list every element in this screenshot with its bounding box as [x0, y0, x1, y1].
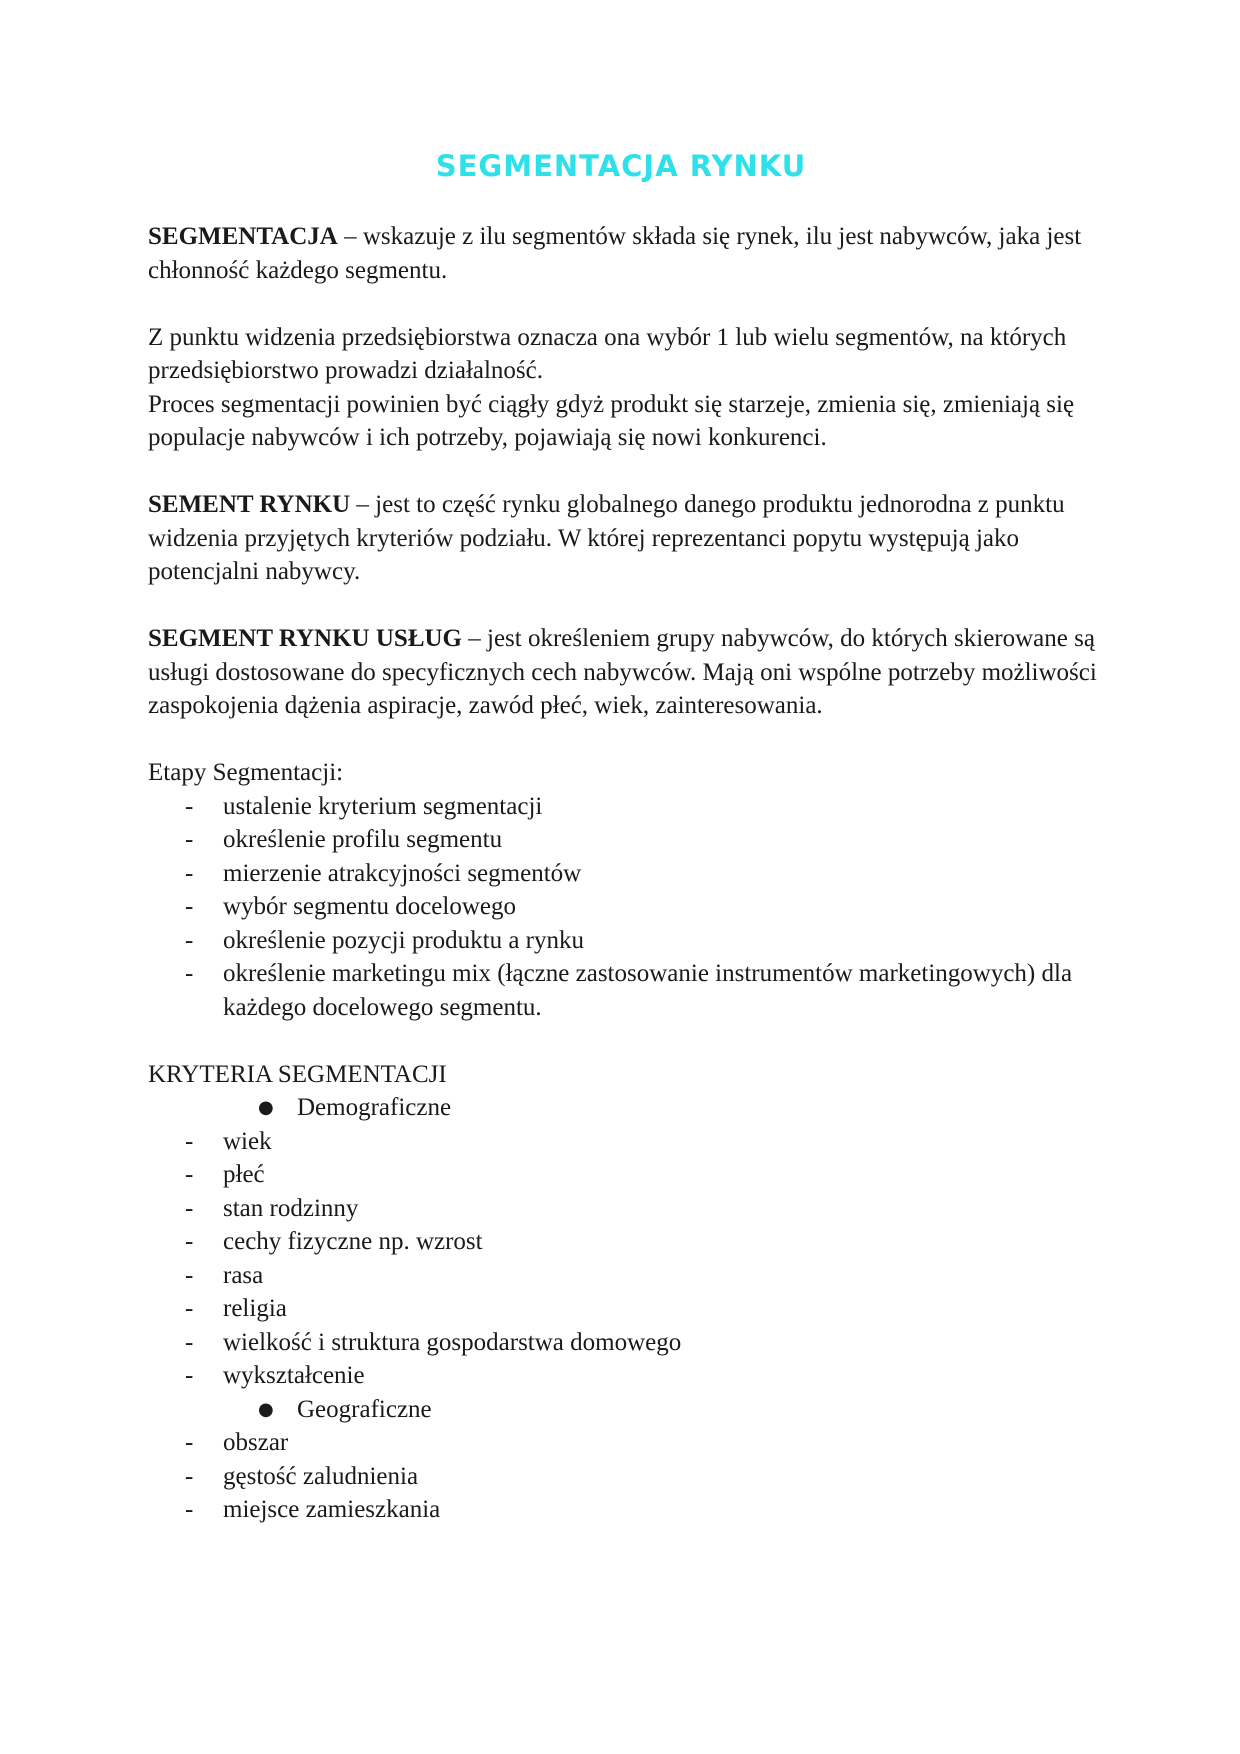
list-item: - ustalenie kryterium segmentacji [148, 790, 1108, 824]
stages-heading: Etapy Segmentacji: [148, 759, 344, 786]
list-item: - miejsce zamieszkania [148, 1493, 1108, 1527]
list-item: - wybór segmentu docelowego [148, 890, 1108, 924]
term-segment-rynku-uslug: SEGMENT RYNKU USŁUG [148, 625, 462, 652]
list-item: - określenie pozycji produktu a rynku [148, 924, 1108, 958]
list-item: - wykształcenie [148, 1359, 1108, 1393]
dash-marker: - [185, 1194, 194, 1222]
dash-marker: - [185, 1328, 194, 1356]
dash-marker: - [185, 792, 194, 820]
bullet-icon: ● [258, 1097, 274, 1118]
list-item: - określenie marketingu mix (łączne zastosowanie instrumentów marketingowych) dla każdego docelowego segmentu. [148, 957, 1108, 1024]
list-item: - cechy fizyczne np. wzrost [148, 1225, 1108, 1259]
definition-segment-rynku-uslug [148, 622, 1108, 723]
demographic-list [148, 1125, 1108, 1393]
list-item: - rasa [148, 1259, 1108, 1293]
definition-sement-rynku [148, 488, 1108, 589]
list-item: - gęstość zaludnienia [148, 1460, 1108, 1494]
list-item: - płeć [148, 1158, 1108, 1192]
stages-list [148, 790, 1108, 1025]
list-item: - mierzenie atrakcyjności segmentów [148, 857, 1108, 891]
criteria-demographic: ● Demograficzne [148, 1091, 1108, 1125]
list-item: - stan rodzinny [148, 1192, 1108, 1226]
dash-marker: - [185, 926, 194, 954]
dash-marker: - [185, 960, 194, 987]
dash-marker: - [185, 1496, 194, 1523]
paragraph-enterprise-view: Z punktu widzenia przedsiębiorstwa oznacza ona wybór 1 lub wielu segmentów, na których przedsiębiorstwo prowadzi działalność. [148, 323, 1067, 384]
dash-marker: - [185, 1228, 194, 1255]
bullet-icon: ● [258, 1398, 274, 1420]
term-segmentacja: SEGMENTACJA [148, 223, 338, 250]
dash-marker: - [185, 1127, 194, 1155]
dash-marker: - [185, 893, 194, 920]
list-item: - wielkość i struktura gospodarstwa domowego [148, 1326, 1108, 1360]
document-title: SEGMENTACJA RYNKU [435, 149, 807, 183]
dash-marker: - [185, 1161, 194, 1188]
dash-marker: - [185, 826, 194, 853]
dash-marker: - [185, 1295, 194, 1322]
list-item: - religia [148, 1292, 1108, 1326]
document-page [148, 140, 1108, 1527]
list-item: - wiek [148, 1125, 1108, 1159]
list-item: - określenie profilu segmentu [148, 823, 1108, 857]
definition-sement-rynku-text: – jest to część rynku globalnego danego produktu jednorodna z punktu widzenia przyjętych kryteriów podziału. W której reprezentanci popytu występują jako potencjalni nabywcy. [148, 491, 1065, 585]
dash-marker: - [185, 1362, 194, 1389]
dash-marker: - [185, 1429, 194, 1456]
dash-marker: - [185, 1462, 194, 1490]
definition-segment-rynku-uslug-text: – jest określeniem grupy nabywców, do których skierowane są usługi dostosowane do specyficznych cech nabywców. Mają oni wspólne potrzeby możliwości zaspokojenia dążenia aspiracje, zawód płeć, wiek, zainteresowania. [148, 625, 1097, 719]
term-sement-rynku: SEMENT RYNKU [148, 491, 351, 518]
definition-segmentacja-text: – wskazuje z ilu segmentów składa się rynek, ilu jest nabywców, jaka jest chłonność każdego segmentu. [148, 223, 1082, 284]
list-item: - obszar [148, 1426, 1108, 1460]
criteria-geographic: ● Geograficzne [148, 1393, 1108, 1427]
dash-marker: - [185, 859, 194, 887]
paragraph-process: Proces segmentacji powinien być ciągły gdyż produkt się starzeje, zmienia się, zmieniają się populacje nabywców i ich potrzeby, pojawiają się nowi konkurenci. [148, 390, 1075, 451]
criteria-heading: KRYTERIA SEGMENTACJI [148, 1060, 447, 1088]
definition-segmentacja [148, 220, 1108, 287]
geographic-list [148, 1426, 1108, 1527]
dash-marker: - [185, 1261, 194, 1289]
